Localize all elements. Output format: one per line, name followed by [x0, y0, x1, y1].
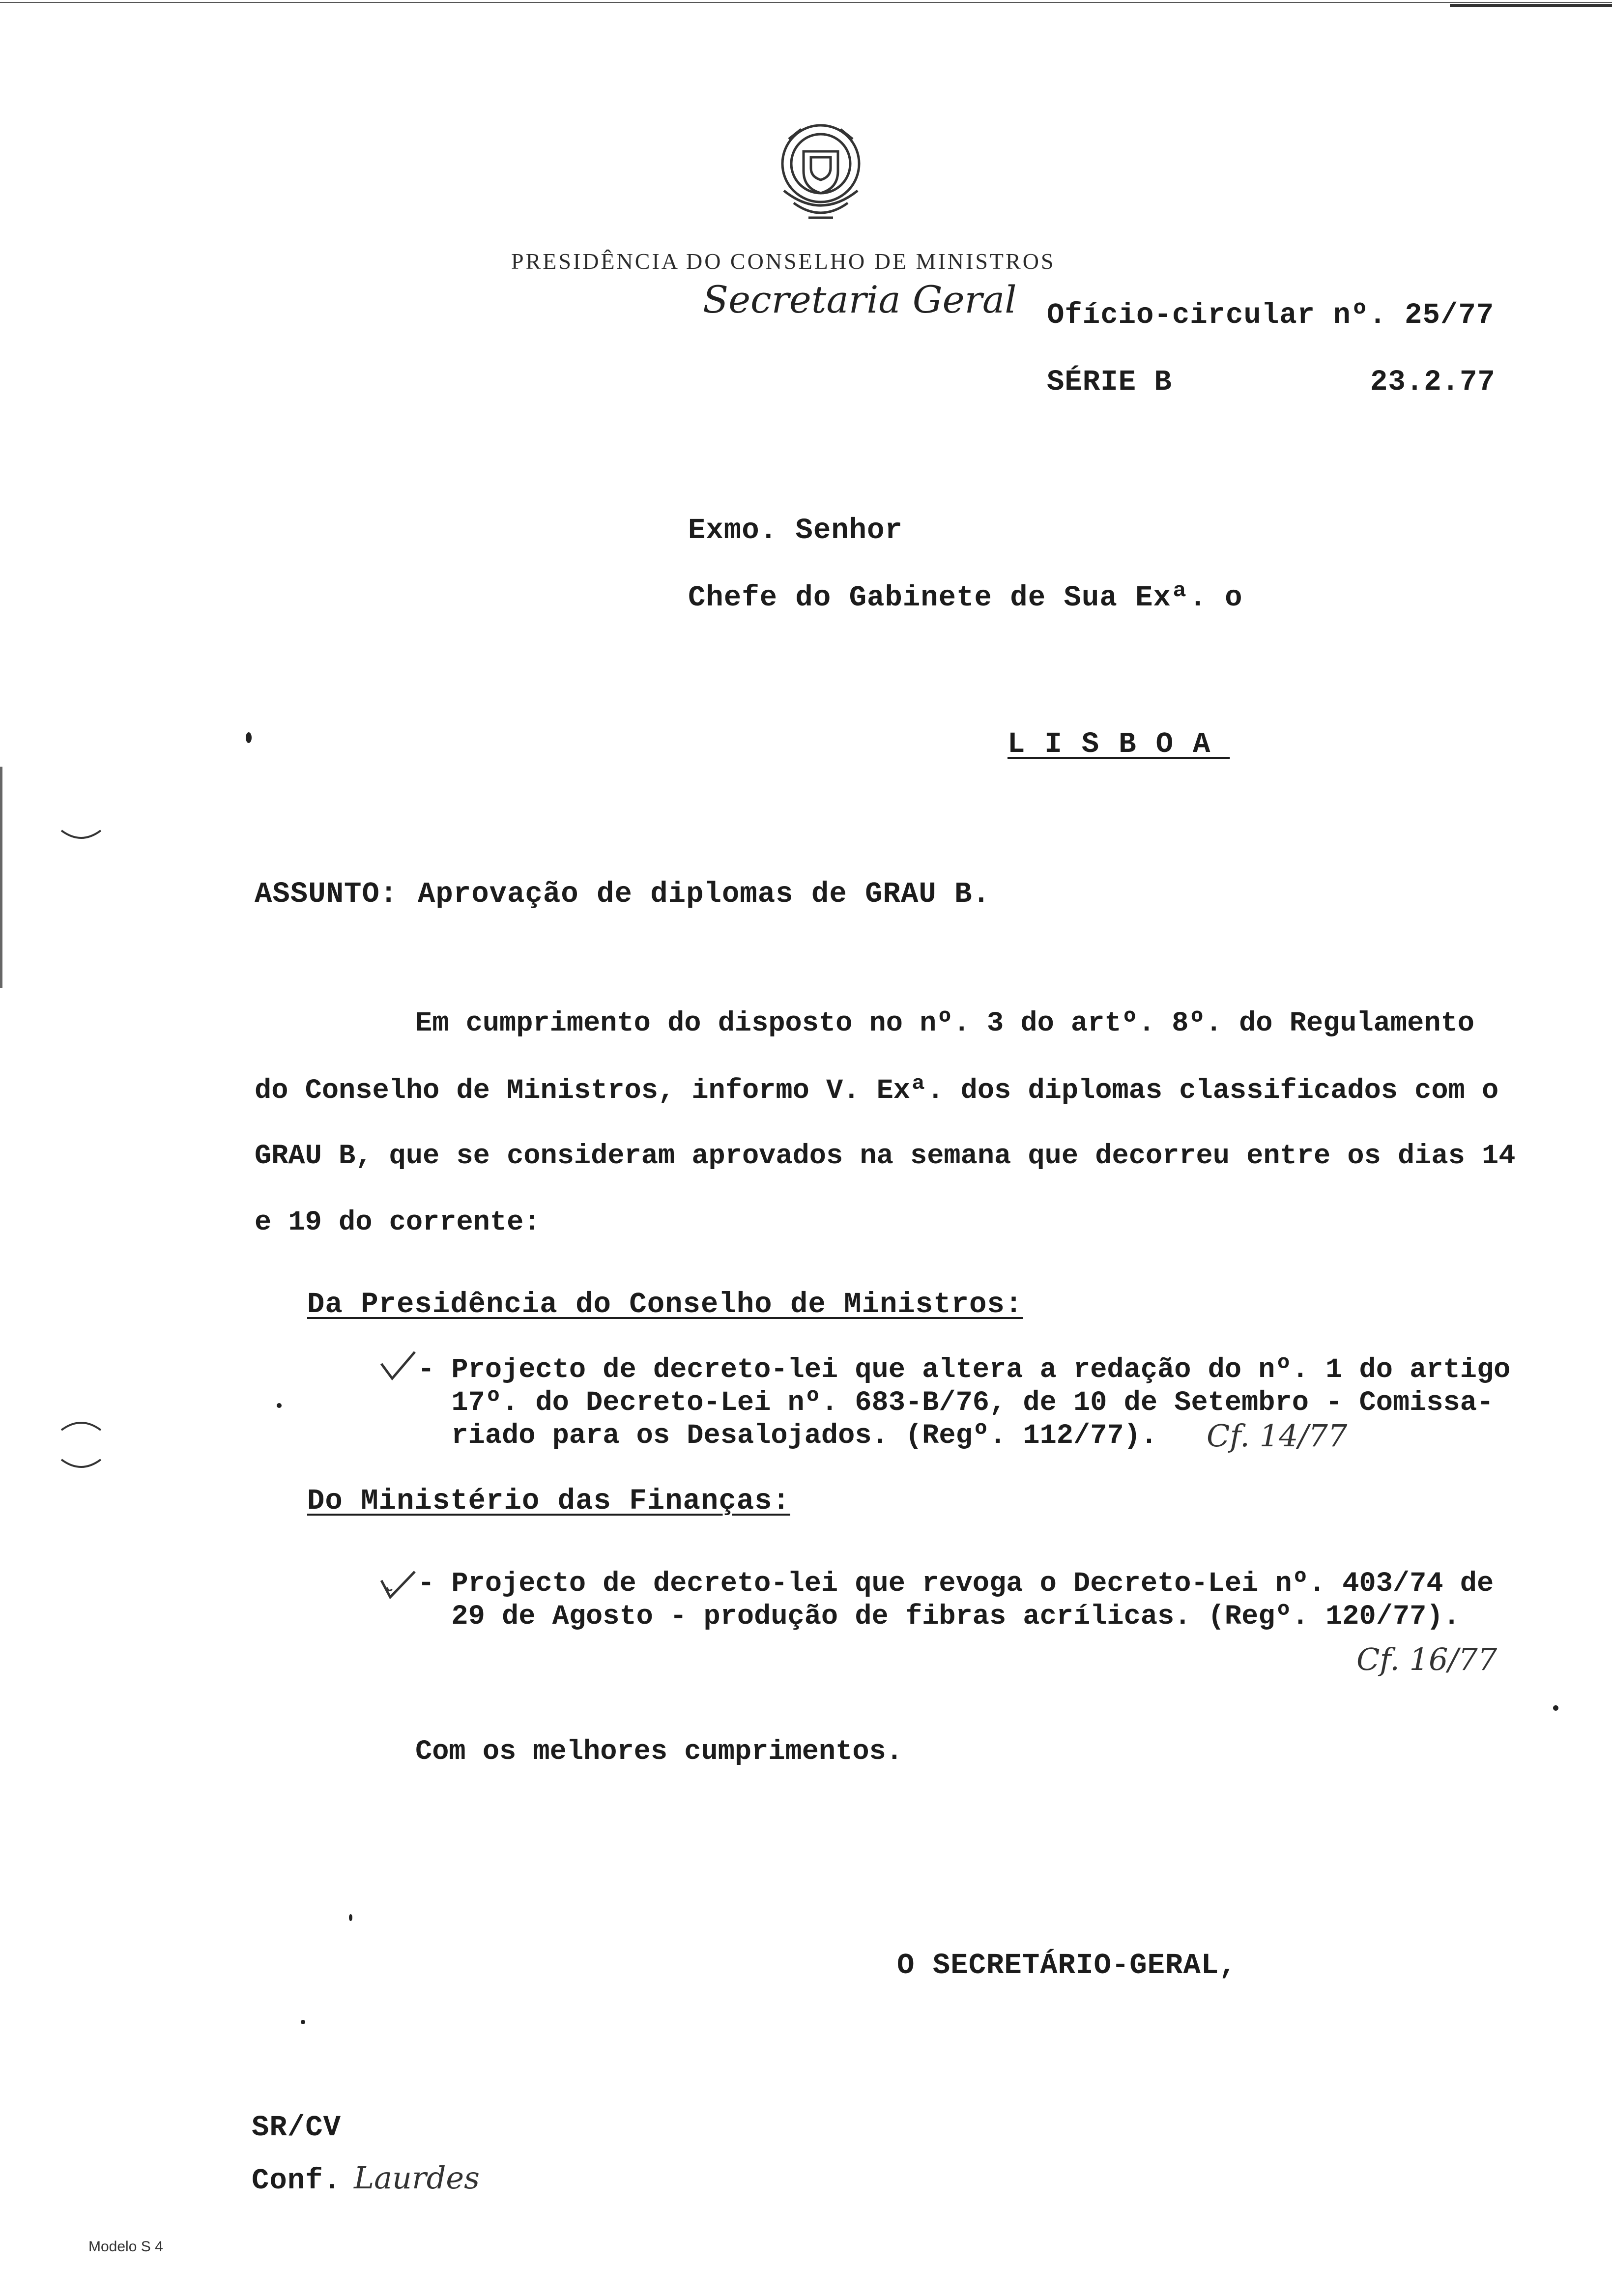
body-line-4: e 19 do corrente:	[255, 1207, 541, 1238]
footer-conf-note: Laurdes	[354, 2160, 480, 2196]
handwritten-note-2: Cf. 16/77	[1356, 1641, 1497, 1677]
subject-label: ASSUNTO:	[255, 878, 398, 911]
form-model-label: Modelo S 4	[88, 2239, 163, 2255]
section-2-item-line-1: - Projecto de decreto-lei que revoga o Decreto-Lei nº. 403/74 de	[418, 1568, 1494, 1600]
ink-speck	[246, 732, 252, 743]
recipient-city: LISBOA	[1008, 728, 1230, 761]
handwritten-check-icon	[378, 1568, 418, 1602]
section-1-item-line-2: 17º. do Decreto-Lei nº. 683-B/76, de 10 de Setembro - Comissa-	[418, 1387, 1494, 1419]
footer-initials: SR/CV	[252, 2111, 342, 2144]
body-line-1: Em cumprimento do disposto no nº. 3 do artº. 8º. do Regulamento	[415, 1008, 1474, 1039]
department-name: Secretaria Geral	[703, 278, 1017, 321]
serie-label: SÉRIE B	[1047, 366, 1172, 399]
hole-punch-mark	[59, 1415, 103, 1435]
body-line-3: GRAU B, que se consideram aprovados na semana que decorreu entre os dias 14	[255, 1141, 1516, 1172]
letter-date: 23.2.77	[1370, 366, 1496, 399]
hole-punch-mark	[59, 826, 103, 845]
letterhead-title: PRESIDÊNCIA DO CONSELHO DE MINISTROS	[511, 249, 1056, 274]
body-line-2: do Conselho de Ministros, informo V. Exª. dos diplomas classificados com o	[255, 1075, 1499, 1107]
closing-line: Com os melhores cumprimentos.	[415, 1736, 903, 1768]
ink-speck	[277, 1403, 282, 1408]
recipient-salutation: Exmo. Senhor	[688, 514, 903, 547]
ink-speck	[349, 1914, 352, 1921]
ink-speck	[301, 2020, 305, 2024]
section-heading-presidencia: Da Presidência do Conselho de Ministros:	[307, 1288, 1023, 1321]
section-1-item-line-3: riado para os Desalojados. (Regº. 112/77).	[418, 1420, 1158, 1452]
margin-scan-mark	[0, 767, 2, 988]
oficio-reference: Ofício-circular nº. 25/77	[1047, 299, 1495, 332]
section-heading-financas: Do Ministério das Finanças:	[307, 1485, 790, 1518]
subject-text: Aprovação de diplomas de GRAU B.	[418, 878, 990, 911]
hole-punch-mark	[59, 1455, 103, 1474]
handwritten-check-icon	[378, 1349, 418, 1383]
scan-edge-top	[0, 2, 1612, 3]
section-1-item-line-1: - Projecto de decreto-lei que altera a redação do nº. 1 do artigo	[418, 1354, 1511, 1386]
recipient-title: Chefe do Gabinete de Sua Exª. o	[688, 581, 1243, 614]
handwritten-note-1: Cf. 14/77	[1207, 1418, 1348, 1454]
portuguese-coat-of-arms-icon	[764, 112, 877, 230]
footer-conf-label: Conf.	[252, 2164, 342, 2197]
scan-edge-mark	[1450, 4, 1612, 7]
signature-title: O SECRETÁRIO-GERAL,	[897, 1949, 1237, 1982]
section-2-item-line-2: 29 de Agosto - produção de fibras acrílicas. (Regº. 120/77).	[418, 1601, 1460, 1633]
ink-speck	[1553, 1705, 1558, 1711]
